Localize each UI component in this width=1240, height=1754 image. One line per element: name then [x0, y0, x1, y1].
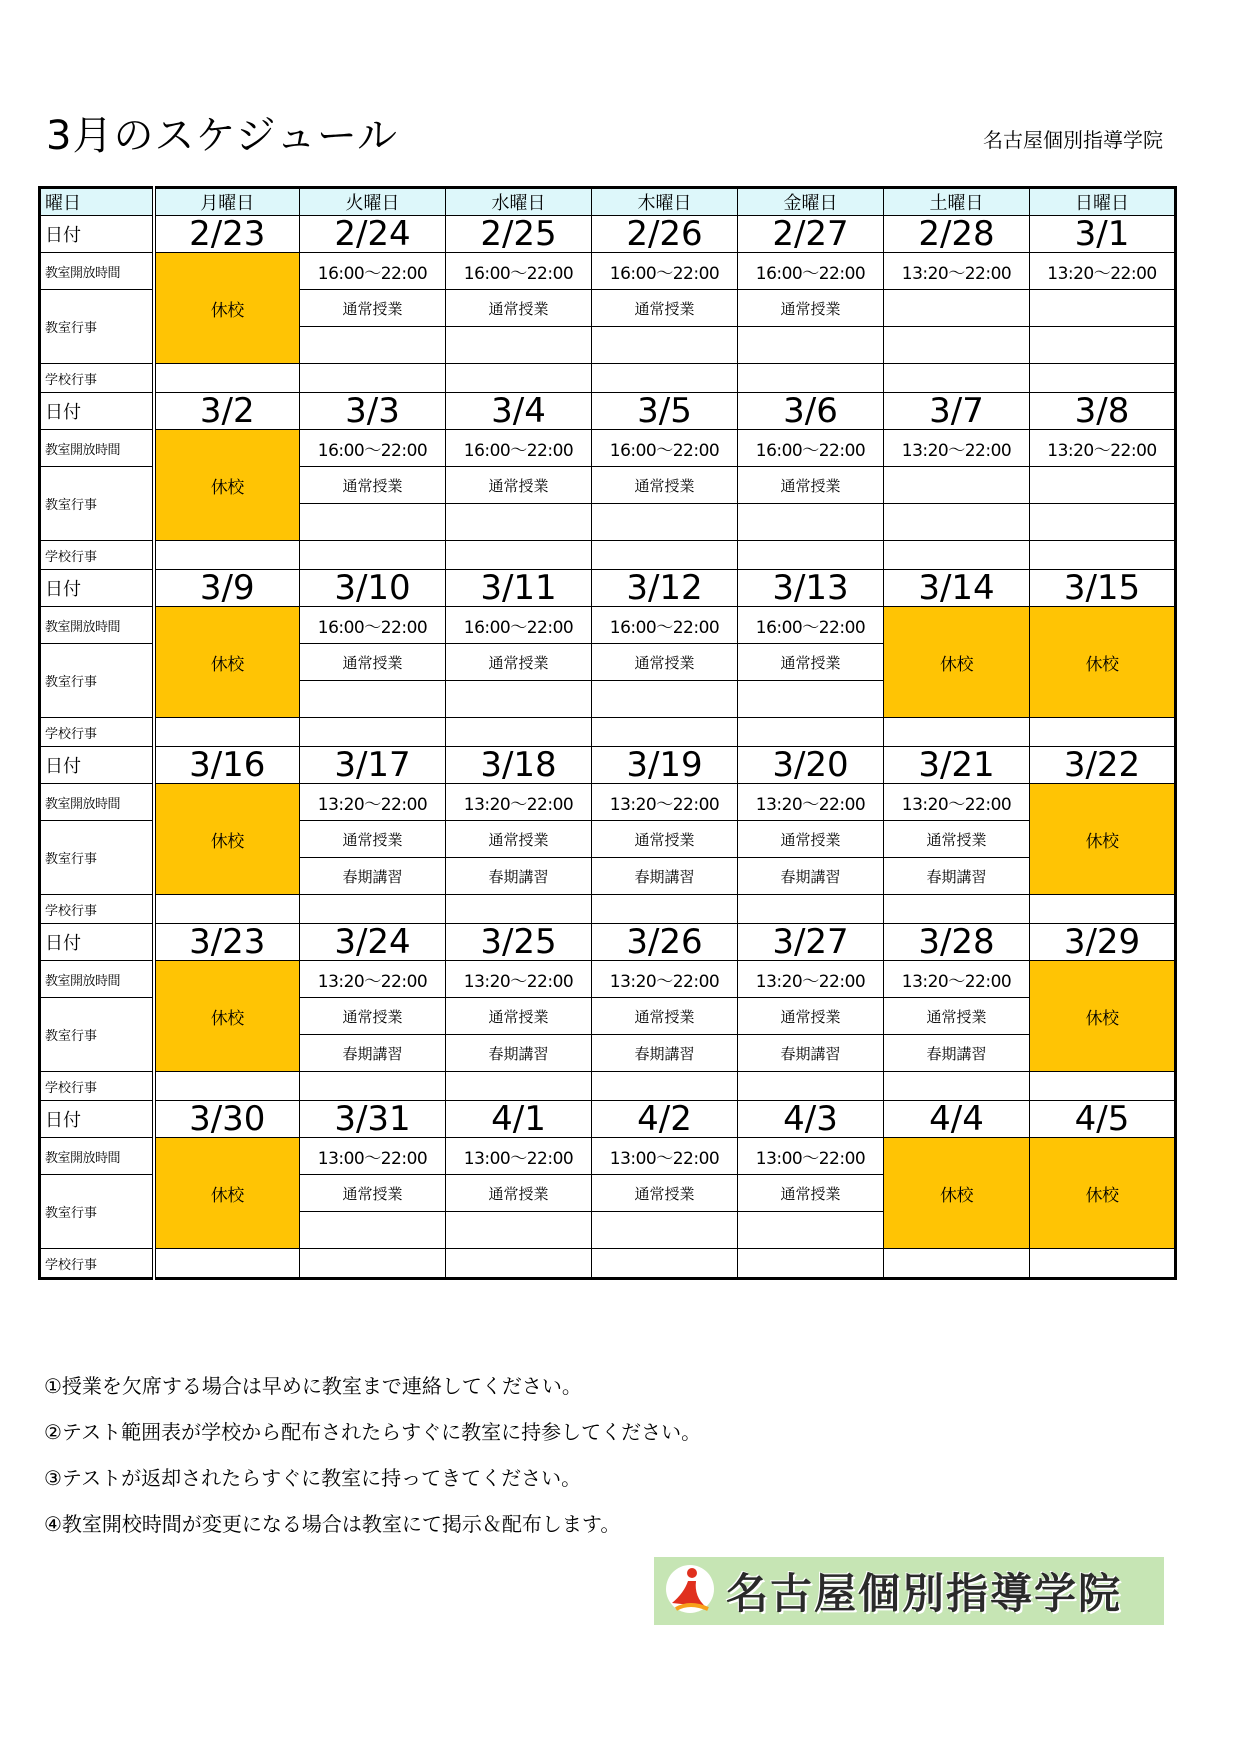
date-cell: 3/28 — [884, 924, 1030, 961]
hours-cell: 13:20〜22:00 — [738, 961, 884, 998]
closed-cell: 休校 — [154, 961, 300, 1072]
hours-cell: 13:20〜22:00 — [300, 961, 446, 998]
school-event-cell — [446, 1249, 592, 1279]
hours-cell: 13:20〜22:00 — [884, 253, 1030, 290]
school-name: 名古屋個別指導学院 — [983, 128, 1163, 152]
event-cell — [592, 1212, 738, 1249]
event-cell — [738, 681, 884, 718]
hours-cell: 16:00〜22:00 — [300, 430, 446, 467]
event-cell: 通常授業 — [446, 1175, 592, 1212]
event-cell — [300, 681, 446, 718]
date-cell: 3/31 — [300, 1101, 446, 1138]
closed-cell: 休校 — [884, 607, 1030, 718]
school-event-cell — [446, 718, 592, 747]
date-cell: 3/25 — [446, 924, 592, 961]
event-cell: 通常授業 — [300, 644, 446, 681]
school-event-cell — [154, 1072, 300, 1101]
date-cell: 3/27 — [738, 924, 884, 961]
school-event-cell — [738, 718, 884, 747]
school-events-label: 学校行事 — [40, 1072, 154, 1101]
school-events-label: 学校行事 — [40, 1249, 154, 1279]
date-cell: 3/30 — [154, 1101, 300, 1138]
date-label: 日付 — [40, 570, 154, 607]
event-cell: 通常授業 — [738, 821, 884, 858]
hours-label: 教室開放時間 — [40, 1138, 154, 1175]
note-item: ①授業を欠席する場合は早めに教室まで連絡してください。 — [44, 1374, 582, 1398]
school-event-cell — [884, 1072, 1030, 1101]
notes — [44, 1373, 701, 1557]
date-cell: 3/22 — [1030, 747, 1176, 784]
school-event-cell — [884, 1249, 1030, 1279]
school-event-cell — [592, 895, 738, 924]
event-cell — [738, 1212, 884, 1249]
hours-cell: 13:20〜22:00 — [446, 961, 592, 998]
event-cell — [1030, 327, 1176, 364]
weekday-tue: 火曜日 — [300, 188, 446, 216]
school-event-cell — [884, 895, 1030, 924]
event-cell: 通常授業 — [884, 998, 1030, 1035]
date-cell: 3/11 — [446, 570, 592, 607]
closed-cell: 休校 — [154, 253, 300, 364]
school-event-cell — [154, 541, 300, 570]
date-cell: 3/2 — [154, 393, 300, 430]
school-event-cell — [592, 364, 738, 393]
weekday-thu: 木曜日 — [592, 188, 738, 216]
school-event-cell — [884, 541, 1030, 570]
date-cell: 3/10 — [300, 570, 446, 607]
school-event-cell — [592, 541, 738, 570]
event-cell: 通常授業 — [592, 644, 738, 681]
school-event-cell — [446, 541, 592, 570]
event-cell: 春期講習 — [592, 1035, 738, 1072]
school-event-cell — [300, 718, 446, 747]
event-cell: 通常授業 — [738, 998, 884, 1035]
event-cell: 春期講習 — [300, 1035, 446, 1072]
date-cell: 2/25 — [446, 216, 592, 253]
hours-cell: 13:20〜22:00 — [592, 784, 738, 821]
date-cell: 3/29 — [1030, 924, 1176, 961]
closed-cell: 休校 — [154, 1138, 300, 1249]
note-item: ③テストが返却されたらすぐに教室に持ってきてください。 — [44, 1466, 582, 1490]
hours-row — [40, 430, 1176, 467]
event-cell: 通常授業 — [592, 290, 738, 327]
school-event-cell — [1030, 541, 1176, 570]
date-cell: 4/3 — [738, 1101, 884, 1138]
event-cell — [738, 504, 884, 541]
hours-row — [40, 253, 1176, 290]
date-row — [40, 747, 1176, 784]
school-events-label: 学校行事 — [40, 718, 154, 747]
date-row — [40, 1101, 1176, 1138]
school-event-cell — [300, 1072, 446, 1101]
closed-cell: 休校 — [884, 1138, 1030, 1249]
events-label: 教室行事 — [40, 821, 154, 895]
event-cell — [446, 327, 592, 364]
school-event-cell — [300, 541, 446, 570]
event-cell — [446, 504, 592, 541]
date-cell: 2/26 — [592, 216, 738, 253]
school-event-cell — [884, 718, 1030, 747]
event-cell: 通常授業 — [300, 1175, 446, 1212]
school-event-cell — [1030, 364, 1176, 393]
hours-label: 教室開放時間 — [40, 253, 154, 290]
closed-cell: 休校 — [1030, 1138, 1176, 1249]
event-cell: 春期講習 — [738, 1035, 884, 1072]
event-cell: 通常授業 — [592, 1175, 738, 1212]
event-cell: 春期講習 — [738, 858, 884, 895]
hours-cell: 16:00〜22:00 — [446, 430, 592, 467]
note-item: ②テスト範囲表が学校から配布されたらすぐに教室に持参してください。 — [44, 1420, 702, 1444]
date-cell: 3/24 — [300, 924, 446, 961]
note-item: ④教室開校時間が変更になる場合は教室にて掲示＆配布します。 — [44, 1512, 621, 1536]
hours-cell: 16:00〜22:00 — [592, 607, 738, 644]
event-cell: 通常授業 — [300, 821, 446, 858]
date-cell: 3/26 — [592, 924, 738, 961]
date-label: 日付 — [40, 1101, 154, 1138]
hours-cell: 13:20〜22:00 — [1030, 253, 1176, 290]
date-row — [40, 570, 1176, 607]
hours-cell: 16:00〜22:00 — [738, 253, 884, 290]
weekday-header-row — [40, 188, 1176, 216]
hours-cell: 16:00〜22:00 — [300, 607, 446, 644]
event-cell: 通常授業 — [446, 821, 592, 858]
school-event-cell — [592, 1249, 738, 1279]
school-event-cell — [738, 541, 884, 570]
event-cell — [446, 681, 592, 718]
events-label: 教室行事 — [40, 644, 154, 718]
date-cell: 3/23 — [154, 924, 300, 961]
school-logo — [654, 1557, 1164, 1625]
event-cell: 春期講習 — [884, 1035, 1030, 1072]
date-cell: 4/2 — [592, 1101, 738, 1138]
school-event-cell — [446, 1072, 592, 1101]
date-cell: 3/12 — [592, 570, 738, 607]
date-cell: 3/5 — [592, 393, 738, 430]
school-event-cell — [300, 895, 446, 924]
date-cell: 3/8 — [1030, 393, 1176, 430]
date-label: 日付 — [40, 924, 154, 961]
date-cell: 3/7 — [884, 393, 1030, 430]
closed-cell: 休校 — [154, 430, 300, 541]
date-cell: 4/1 — [446, 1101, 592, 1138]
date-cell: 3/3 — [300, 393, 446, 430]
closed-cell: 休校 — [1030, 784, 1176, 895]
date-cell: 3/9 — [154, 570, 300, 607]
logo-text: 名古屋個別指導学院 — [726, 1569, 1123, 1618]
event-cell: 通常授業 — [738, 644, 884, 681]
school-event-cell — [738, 1249, 884, 1279]
event-cell — [884, 467, 1030, 504]
event-cell — [1030, 504, 1176, 541]
hours-cell: 13:00〜22:00 — [300, 1138, 446, 1175]
date-row — [40, 924, 1176, 961]
date-label: 日付 — [40, 747, 154, 784]
event-cell — [884, 504, 1030, 541]
school-event-cell — [592, 1072, 738, 1101]
hours-cell: 13:00〜22:00 — [446, 1138, 592, 1175]
school-event-cell — [738, 1072, 884, 1101]
hours-row — [40, 1138, 1176, 1175]
event-cell — [592, 504, 738, 541]
school-event-cell — [446, 364, 592, 393]
date-cell: 3/6 — [738, 393, 884, 430]
hours-cell: 13:20〜22:00 — [738, 784, 884, 821]
date-row — [40, 216, 1176, 253]
date-cell: 2/23 — [154, 216, 300, 253]
event-cell: 通常授業 — [300, 998, 446, 1035]
school-event-cell — [300, 364, 446, 393]
hours-cell: 13:20〜22:00 — [446, 784, 592, 821]
school-event-cell — [738, 364, 884, 393]
school-event-cell — [1030, 1072, 1176, 1101]
weekday-fri: 金曜日 — [738, 188, 884, 216]
weekday-sun: 日曜日 — [1030, 188, 1176, 216]
school-event-cell — [300, 1249, 446, 1279]
closed-cell: 休校 — [1030, 961, 1176, 1072]
event-cell — [592, 327, 738, 364]
event-cell: 通常授業 — [446, 644, 592, 681]
event-cell — [738, 327, 884, 364]
event-cell: 通常授業 — [300, 467, 446, 504]
events-label: 教室行事 — [40, 290, 154, 364]
school-event-cell — [884, 364, 1030, 393]
hours-label: 教室開放時間 — [40, 607, 154, 644]
event-cell: 通常授業 — [884, 821, 1030, 858]
closed-cell: 休校 — [154, 784, 300, 895]
hours-cell: 16:00〜22:00 — [592, 253, 738, 290]
school-event-cell — [154, 718, 300, 747]
hours-cell: 13:20〜22:00 — [884, 430, 1030, 467]
event-cell — [884, 290, 1030, 327]
hours-cell: 16:00〜22:00 — [738, 607, 884, 644]
closed-cell: 休校 — [154, 607, 300, 718]
event-cell — [592, 681, 738, 718]
page-title: 3月のスケジュール — [46, 113, 399, 159]
events-label: 教室行事 — [40, 467, 154, 541]
date-cell: 3/13 — [738, 570, 884, 607]
event-cell — [884, 327, 1030, 364]
hours-label: 教室開放時間 — [40, 430, 154, 467]
event-cell: 通常授業 — [446, 467, 592, 504]
event-cell: 春期講習 — [300, 858, 446, 895]
date-cell: 3/19 — [592, 747, 738, 784]
event-cell: 春期講習 — [592, 858, 738, 895]
date-cell: 3/17 — [300, 747, 446, 784]
hours-row — [40, 607, 1176, 644]
event-cell: 通常授業 — [300, 290, 446, 327]
hours-cell: 16:00〜22:00 — [592, 430, 738, 467]
event-cell: 通常授業 — [446, 290, 592, 327]
hours-cell: 13:20〜22:00 — [592, 961, 738, 998]
hours-cell: 16:00〜22:00 — [738, 430, 884, 467]
events-label: 教室行事 — [40, 1175, 154, 1249]
hours-cell: 13:20〜22:00 — [884, 961, 1030, 998]
event-cell — [300, 1212, 446, 1249]
event-cell — [300, 327, 446, 364]
school-event-cell — [738, 895, 884, 924]
event-cell: 通常授業 — [738, 467, 884, 504]
events-label: 教室行事 — [40, 998, 154, 1072]
school-events-row — [40, 541, 1176, 570]
school-event-cell — [1030, 718, 1176, 747]
school-events-label: 学校行事 — [40, 541, 154, 570]
date-row — [40, 393, 1176, 430]
closed-cell: 休校 — [1030, 607, 1176, 718]
weekday-label: 曜日 — [40, 188, 154, 216]
date-cell: 3/14 — [884, 570, 1030, 607]
school-events-row — [40, 895, 1176, 924]
event-cell: 通常授業 — [592, 821, 738, 858]
school-events-row — [40, 718, 1176, 747]
school-event-cell — [1030, 1249, 1176, 1279]
school-event-cell — [446, 895, 592, 924]
hours-cell: 13:20〜22:00 — [884, 784, 1030, 821]
weekday-mon: 月曜日 — [154, 188, 300, 216]
school-events-row — [40, 1249, 1176, 1279]
weekday-sat: 土曜日 — [884, 188, 1030, 216]
date-cell: 3/18 — [446, 747, 592, 784]
hours-cell: 16:00〜22:00 — [446, 607, 592, 644]
school-event-cell — [154, 895, 300, 924]
hours-cell: 13:20〜22:00 — [1030, 430, 1176, 467]
date-cell: 2/28 — [884, 216, 1030, 253]
school-event-cell — [154, 1249, 300, 1279]
event-cell: 通常授業 — [446, 998, 592, 1035]
weekday-wed: 水曜日 — [446, 188, 592, 216]
event-cell: 通常授業 — [592, 467, 738, 504]
date-cell: 3/20 — [738, 747, 884, 784]
event-cell — [1030, 290, 1176, 327]
date-cell: 3/1 — [1030, 216, 1176, 253]
date-cell: 2/24 — [300, 216, 446, 253]
date-cell: 3/15 — [1030, 570, 1176, 607]
hours-row — [40, 784, 1176, 821]
date-cell: 3/4 — [446, 393, 592, 430]
event-cell — [300, 504, 446, 541]
event-cell: 春期講習 — [446, 858, 592, 895]
date-cell: 3/21 — [884, 747, 1030, 784]
date-cell: 4/4 — [884, 1101, 1030, 1138]
hours-label: 教室開放時間 — [40, 784, 154, 821]
event-cell: 通常授業 — [592, 998, 738, 1035]
hours-cell: 16:00〜22:00 — [446, 253, 592, 290]
event-cell: 通常授業 — [738, 290, 884, 327]
logo-mark-icon — [662, 1563, 718, 1619]
date-label: 日付 — [40, 393, 154, 430]
hours-cell: 13:20〜22:00 — [300, 784, 446, 821]
event-cell — [446, 1212, 592, 1249]
hours-row — [40, 961, 1176, 998]
school-events-label: 学校行事 — [40, 895, 154, 924]
event-cell: 春期講習 — [446, 1035, 592, 1072]
schedule-table — [38, 186, 1177, 1280]
date-cell: 2/27 — [738, 216, 884, 253]
date-cell: 3/16 — [154, 747, 300, 784]
school-events-row — [40, 364, 1176, 393]
school-event-cell — [1030, 895, 1176, 924]
event-cell: 春期講習 — [884, 858, 1030, 895]
school-events-label: 学校行事 — [40, 364, 154, 393]
hours-label: 教室開放時間 — [40, 961, 154, 998]
hours-cell: 13:00〜22:00 — [592, 1138, 738, 1175]
event-cell — [1030, 467, 1176, 504]
hours-cell: 13:00〜22:00 — [738, 1138, 884, 1175]
school-event-cell — [154, 364, 300, 393]
hours-cell: 16:00〜22:00 — [300, 253, 446, 290]
event-cell: 通常授業 — [738, 1175, 884, 1212]
date-cell: 4/5 — [1030, 1101, 1176, 1138]
school-event-cell — [592, 718, 738, 747]
date-label: 日付 — [40, 216, 154, 253]
school-events-row — [40, 1072, 1176, 1101]
